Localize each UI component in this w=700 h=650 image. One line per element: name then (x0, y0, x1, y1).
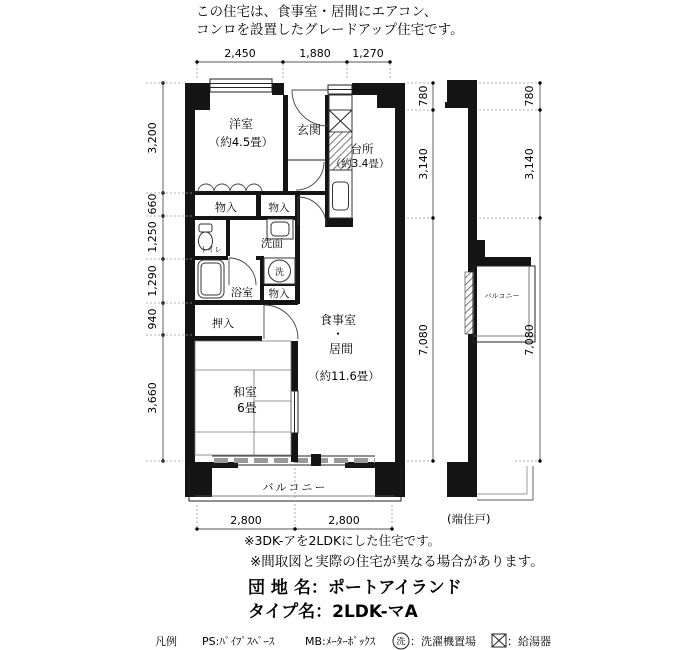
dim-left-3: 1,250 (146, 221, 159, 253)
label-senmen: 洗面 (261, 237, 283, 250)
closet-divider-wall (256, 193, 261, 219)
kitchen-cap-wall (325, 218, 353, 227)
mb-box (329, 95, 352, 110)
legend-mb: MB:ﾒｰﾀｰﾎﾞｯｸｽ (305, 635, 376, 648)
neighbor-bottom-corner-wall (447, 462, 477, 497)
left-wall (185, 83, 195, 463)
neighbor-balcony-top-wall (477, 257, 531, 266)
label-side-balcony: バルコニー (484, 292, 520, 300)
dim-left-4: 1,290 (146, 265, 159, 297)
bath-wash-wall (260, 256, 264, 304)
end-unit-note: (端住戸) (447, 512, 491, 526)
bath-oshiire-wall (195, 300, 298, 305)
label-dining2: 居間 (328, 342, 354, 356)
label-daidokoro: 台所 (350, 142, 374, 156)
dim-left-2: 660 (146, 193, 159, 215)
label-dining-dot: ・ (331, 327, 345, 341)
service-dining-wall (295, 218, 300, 304)
dim-left-5: 940 (146, 308, 159, 330)
label-washitsu-size: 6畳 (237, 401, 257, 415)
label-monoire3: 物入 (268, 288, 290, 300)
label-dining-size: （約11.6畳） (308, 369, 380, 383)
label-wash-mark: 洗 (274, 268, 285, 278)
header-line1: この住宅は、食事室・居間にエアコン、 (196, 4, 438, 20)
legend-wash-symbol: 洗 (396, 637, 406, 648)
kitchen-sink-icon (333, 182, 349, 210)
bath-door-arc (229, 258, 256, 285)
washitsu-east-wall-lower (291, 433, 298, 462)
dim-ri-3: 7,080 (417, 324, 430, 356)
label-oshiire: 押入 (212, 317, 234, 330)
yoshitsu-genkan-wall (283, 95, 288, 193)
dim-ri-2: 3,140 (417, 148, 430, 180)
genkan-hall-door-arc (296, 162, 324, 190)
estate-name: 団 地 名：ポートアイランド (248, 578, 462, 598)
dim-bottom-1: 2,800 (230, 514, 262, 527)
entry-door-arc (292, 90, 328, 126)
dim-bottom-2: 2,800 (328, 514, 360, 527)
label-monoire2: 物入 (268, 202, 290, 214)
label-balcony: バルコニー (262, 481, 328, 494)
label-toilet: トイレ (199, 245, 223, 254)
dim-top (195, 47, 391, 80)
dim-ro-3: 7,080 (523, 324, 536, 356)
label-yoshitsu-size: （約4.5畳） (208, 135, 274, 149)
toilet-bath-wall (195, 256, 228, 260)
top-wall-segment (272, 83, 284, 95)
yoshitsu-south-wall (195, 191, 328, 195)
dim-ro-1: 780 (523, 85, 536, 107)
legend-heater-label: ：給湯器 (507, 635, 551, 648)
note-2: ※間取図と実際の住宅が異なる場合があります。 (250, 554, 544, 570)
dim-right-inner (407, 81, 435, 462)
oshiire-washitsu-wall (195, 336, 262, 341)
dim-ri-1: 780 (417, 85, 430, 107)
dim-bottom (195, 468, 393, 531)
dining-corridor-door-arc (264, 305, 298, 339)
closet-folding-door (198, 184, 214, 192)
top-left-corner-wall (185, 83, 210, 110)
legend-wash-label: ：洗濯機置場 (410, 635, 476, 648)
dim-left-1: 3,200 (146, 122, 159, 154)
label-daidokoro-size: （約3.4畳） (330, 158, 390, 170)
yoshitsu-window (210, 79, 272, 92)
dim-top-3: 1,270 (352, 47, 384, 60)
legend-ps: PS:ﾊﾟｲﾌﾟｽﾍﾟｰｽ (202, 635, 275, 648)
label-yokushitsu: 浴室 (231, 286, 253, 299)
note-1: ※3DK-アを2LDKにした住宅です。 (244, 533, 441, 548)
toilet-senmen-wall (226, 220, 230, 256)
label-dining1: 食事室 (319, 313, 357, 327)
label-washitsu: 和室 (232, 385, 258, 399)
dim-top-1: 2,450 (224, 47, 256, 60)
header-note (196, 3, 464, 38)
label-yoshitsu: 洋室 (228, 117, 254, 131)
right-wall (395, 83, 405, 463)
legend-title: 凡例 (155, 635, 177, 648)
label-genkan: 玄関 (296, 123, 322, 137)
neighbor-unit (445, 80, 535, 500)
legend (155, 633, 551, 649)
footer (244, 512, 544, 622)
header-line2: コンロを設置したグレードアップ住宅です。 (196, 22, 464, 38)
washitsu-east-wall-upper (291, 341, 298, 391)
label-monoire1: 物入 (215, 201, 237, 214)
dim-left-6: 3,660 (146, 382, 159, 414)
toilet-tank-icon (199, 224, 212, 232)
dim-ro-2: 3,140 (523, 148, 536, 180)
window-mullion (311, 454, 321, 466)
type-name: タイプ名：2LDK-マA (248, 602, 418, 622)
dim-top-2: 1,880 (299, 47, 331, 60)
hall-dining-door-arc (298, 197, 326, 225)
dim-right-outer (479, 81, 542, 462)
